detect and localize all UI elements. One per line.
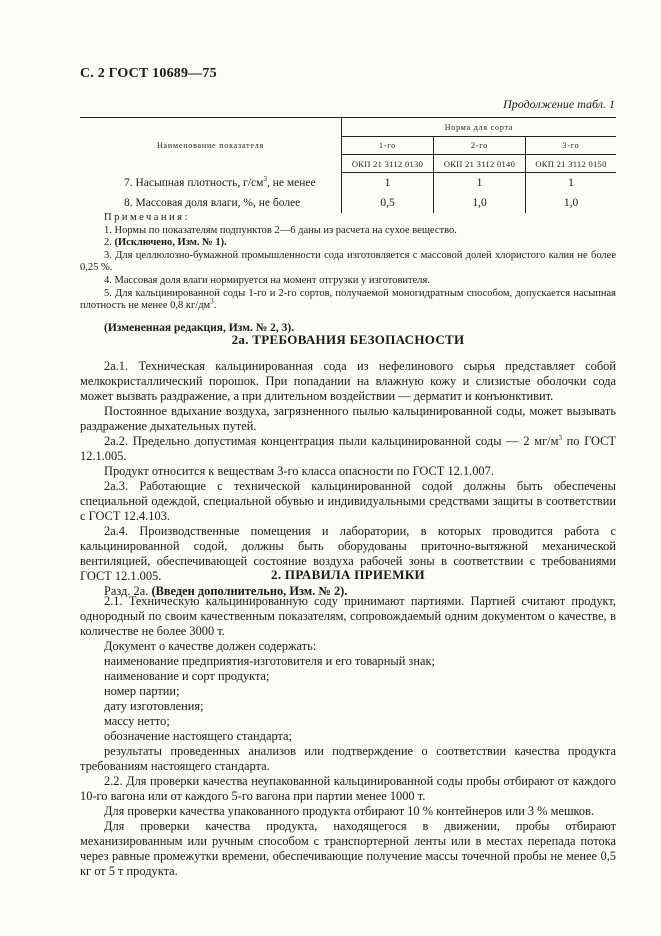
paragraph: 2а.4. Производственные помещения и лаборатории, в которых проводится работа с кальцинированной содой, должны быть оборудованы приточно-вытяжной механической вентиляцией, обеспечивающей состояние воздуха рабочей зоны в соответствии с требованиями ГОСТ 12.1.005. (80, 524, 616, 583)
note: 4. Массовая доля влаги нормируется на момент отгрузки у изготовителя. (104, 274, 430, 286)
paragraph: результаты проведенных анализов или подтверждение о соответствии качества продукта требованиям настоящего стандарта. (80, 744, 616, 773)
sort-header: 1-го (342, 137, 434, 155)
cell-value: 1,0 (563, 197, 579, 209)
column-header-norm: Норма для сорта (342, 118, 617, 137)
product-code: ОКП 21 3112 0150 (526, 155, 617, 173)
column-header-name: Наименование показателя (80, 118, 342, 173)
paragraph: Постоянное вдыхание воздуха, загрязненного пылью кальцинированной соды, может вызывать раздражение дыхательных путей. (80, 404, 616, 433)
row-label: 8. Массовая доля влаги, %, не более (80, 193, 342, 213)
cell-value: 0,5 (342, 193, 434, 213)
paragraph: 2а.2. Предельно допустимая концентрация пыли кальцинированной соды — 2 $мг/м^3$ по ГОСТ 12.1.005. (80, 433, 616, 463)
list-item: номер партии; (104, 684, 180, 698)
cell-value: 1 (434, 173, 526, 194)
notes-title: Примечания: (104, 212, 190, 223)
sort-header: 3-го (526, 137, 617, 155)
table-row (80, 193, 616, 213)
paragraph: Для проверки качества упакованного продукта отбирают 10 % контейнеров или 3 % мешков. (104, 804, 595, 818)
table-continuation-label: Продолжение табл. 1 (503, 97, 615, 111)
table-row (80, 173, 616, 194)
properties-table (80, 117, 616, 213)
list-item: наименование и сорт продукта; (104, 669, 270, 683)
note: 5. Для кальцинированной соды 1-го и 2-го сортов, получаемой моногидратным способом, допускается насыпная плотность не менее 0,8 $кг/дм^3$. (80, 287, 616, 312)
product-code: ОКП 21 3112 0130 (342, 155, 434, 173)
list-item: дату изготовления; (104, 699, 204, 713)
list-item: обозначение настоящего стандарта; (104, 729, 293, 743)
note: 1. Нормы по показателям подпунктов 2—6 даны из расчета на сухое вещество. (104, 224, 457, 236)
paragraph: 2.1. Техническую кальцинированную соду принимают партиями. Партией считают продукт, однородный по своим качественным показателям, сопровождаемый одним документом о качестве, в количестве не более 3000 т. (80, 594, 616, 638)
note: 2. (Исключено, Изм. № 1). (104, 237, 227, 249)
paragraph: Продукт относится к веществам 3-го класса опасности по ГОСТ 12.1.007. (104, 464, 494, 478)
product-code: ОКП 21 3112 0140 (434, 155, 526, 173)
list-item: массу нетто; (104, 714, 170, 728)
amendment-note: (Измененная редакция, Изм. № 2, 3). (104, 321, 295, 334)
section-acceptance (80, 567, 616, 879)
page-header: С. 2 ГОСТ 10689—75 (80, 66, 217, 81)
cell-value: 1 (342, 173, 434, 194)
cell-value: 1,0 (434, 193, 526, 213)
section-title: 2а. ТРЕБОВАНИЯ БЕЗОПАСНОСТИ (231, 332, 465, 347)
section-safety (80, 332, 616, 599)
list-item: наименование предприятия-изготовителя и его товарный знак; (104, 654, 435, 668)
paragraph: Разд. 2а. (Введен дополнительно, Изм. № 2). (104, 584, 348, 598)
paragraph: 2.2. Для проверки качества неупакованной кальцинированной соды пробы отбирают от каждого 10-го вагона или от каждого 5-го вагона при партии менее 1000 т. (80, 774, 616, 803)
table-notes (80, 212, 616, 334)
paragraph: Для проверки качества продукта, находящегося в движении, пробы отбирают механизированным или ручным способом с транспортерной ленты или в местах перепада потока через равные промежутки времени, обеспечивающие получение массы точечной пробы не менее 0,5 кг от 5 т продукта. (80, 819, 616, 878)
section-title: 2. ПРАВИЛА ПРИЕМКИ (271, 567, 425, 582)
cell-value: 1 (568, 177, 574, 189)
paragraph: 2а.3. Работающие с технической кальцинированной содой должны быть обеспечены специальной одеждой, специальной обувью и индивидуальными средствами защиты в соответствии с ГОСТ 12.4.103. (80, 479, 616, 523)
paragraph: 2а.1. Техническая кальцинированная сода из нефелинового сырья представляет собой мелкокристаллический порошок. При попадании на влажную кожу и слизистые оболочки сода может вызвать раздражение, а при длительном воздействии — дерматит и конъюнктивит. (80, 359, 616, 403)
row-label: 7. Насыпная плотность, $г/см^3$, не менее (80, 173, 342, 194)
sort-header: 2-го (434, 137, 526, 155)
paragraph: Документ о качестве должен содержать: (104, 639, 317, 653)
note: 3. Для целлюлозно-бумажной промышленности сода изготовляется с массовой долей хлористого калия не более 0,25 %. (80, 249, 616, 274)
